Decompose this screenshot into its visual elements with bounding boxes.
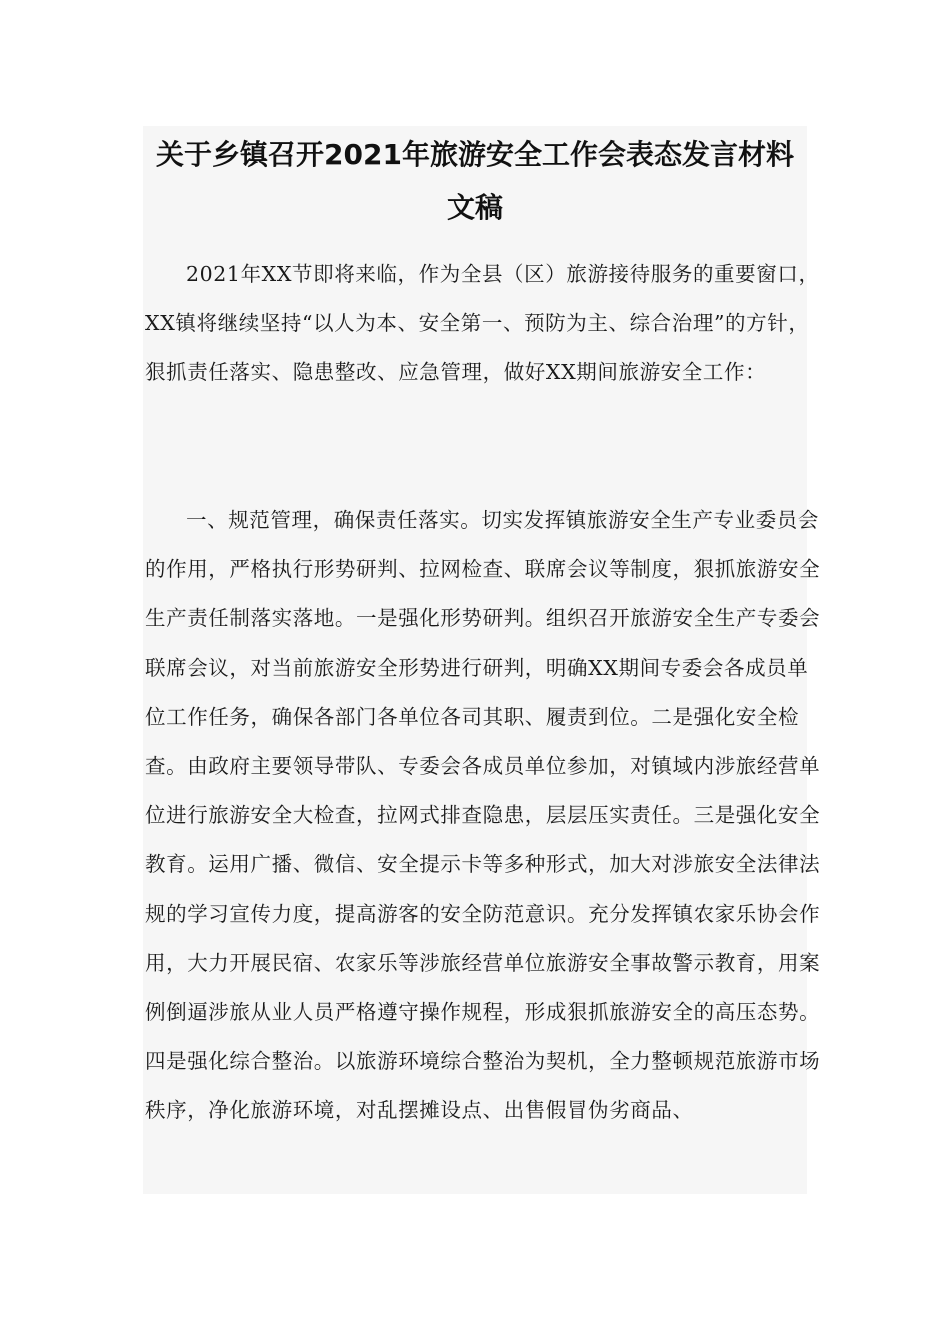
intro-paragraph: 2021年XX节即将来临，作为全县（区）旅游接待服务的重要窗口，XX镇将继续坚持“以人为本、安全第一、预防为主、综合治理”的方针，狠抓责任落实、隐患整改、应急管理，做好XX期间旅游安全工作： [145,262,820,385]
section-one-paragraph: 一、规范管理，确保责任落实。切实发挥镇旅游安全生产专业委员会的作用，严格执行形势研判、拉网检查、联席会议等制度，狠抓旅游安全生产责任制落实落地。一是强化形势研判。组织召开旅游安全生产专委会联席会议，对当前旅游安全形势进行研判，明确XX期间专委会各成员单位工作任务，确保各部门各单位各司其职、履责到位。二是强化安全检查。由政府主要领导带队、专委会各成员单位参加，对镇域内涉旅经营单位进行旅游安全大检查，拉网式排查隐患，层层压实责任。三是强化安全教育。运用广播、微信、安全提示卡等多种形式，加大对涉旅安全法律法规的学习宣传力度，提高游客的安全防范意识。充分发挥镇农家乐协会作用，大力开展民宿、农家乐等涉旅经营单位旅游安全事故警示教育，用案例倒逼涉旅从业人员严格遵守操作规程，形成狠抓旅游安全的高压态势。四是强化综合整治。以旅游环境综合整治为契机，全力整顿规范旅游市场秩序，净化旅游环境，对乱摆摊设点、出售假冒伪劣商品、 [145,508,821,1123]
document-title: 关于乡镇召开2021年旅游安全工作会表态发言材料文稿 [156,138,794,224]
